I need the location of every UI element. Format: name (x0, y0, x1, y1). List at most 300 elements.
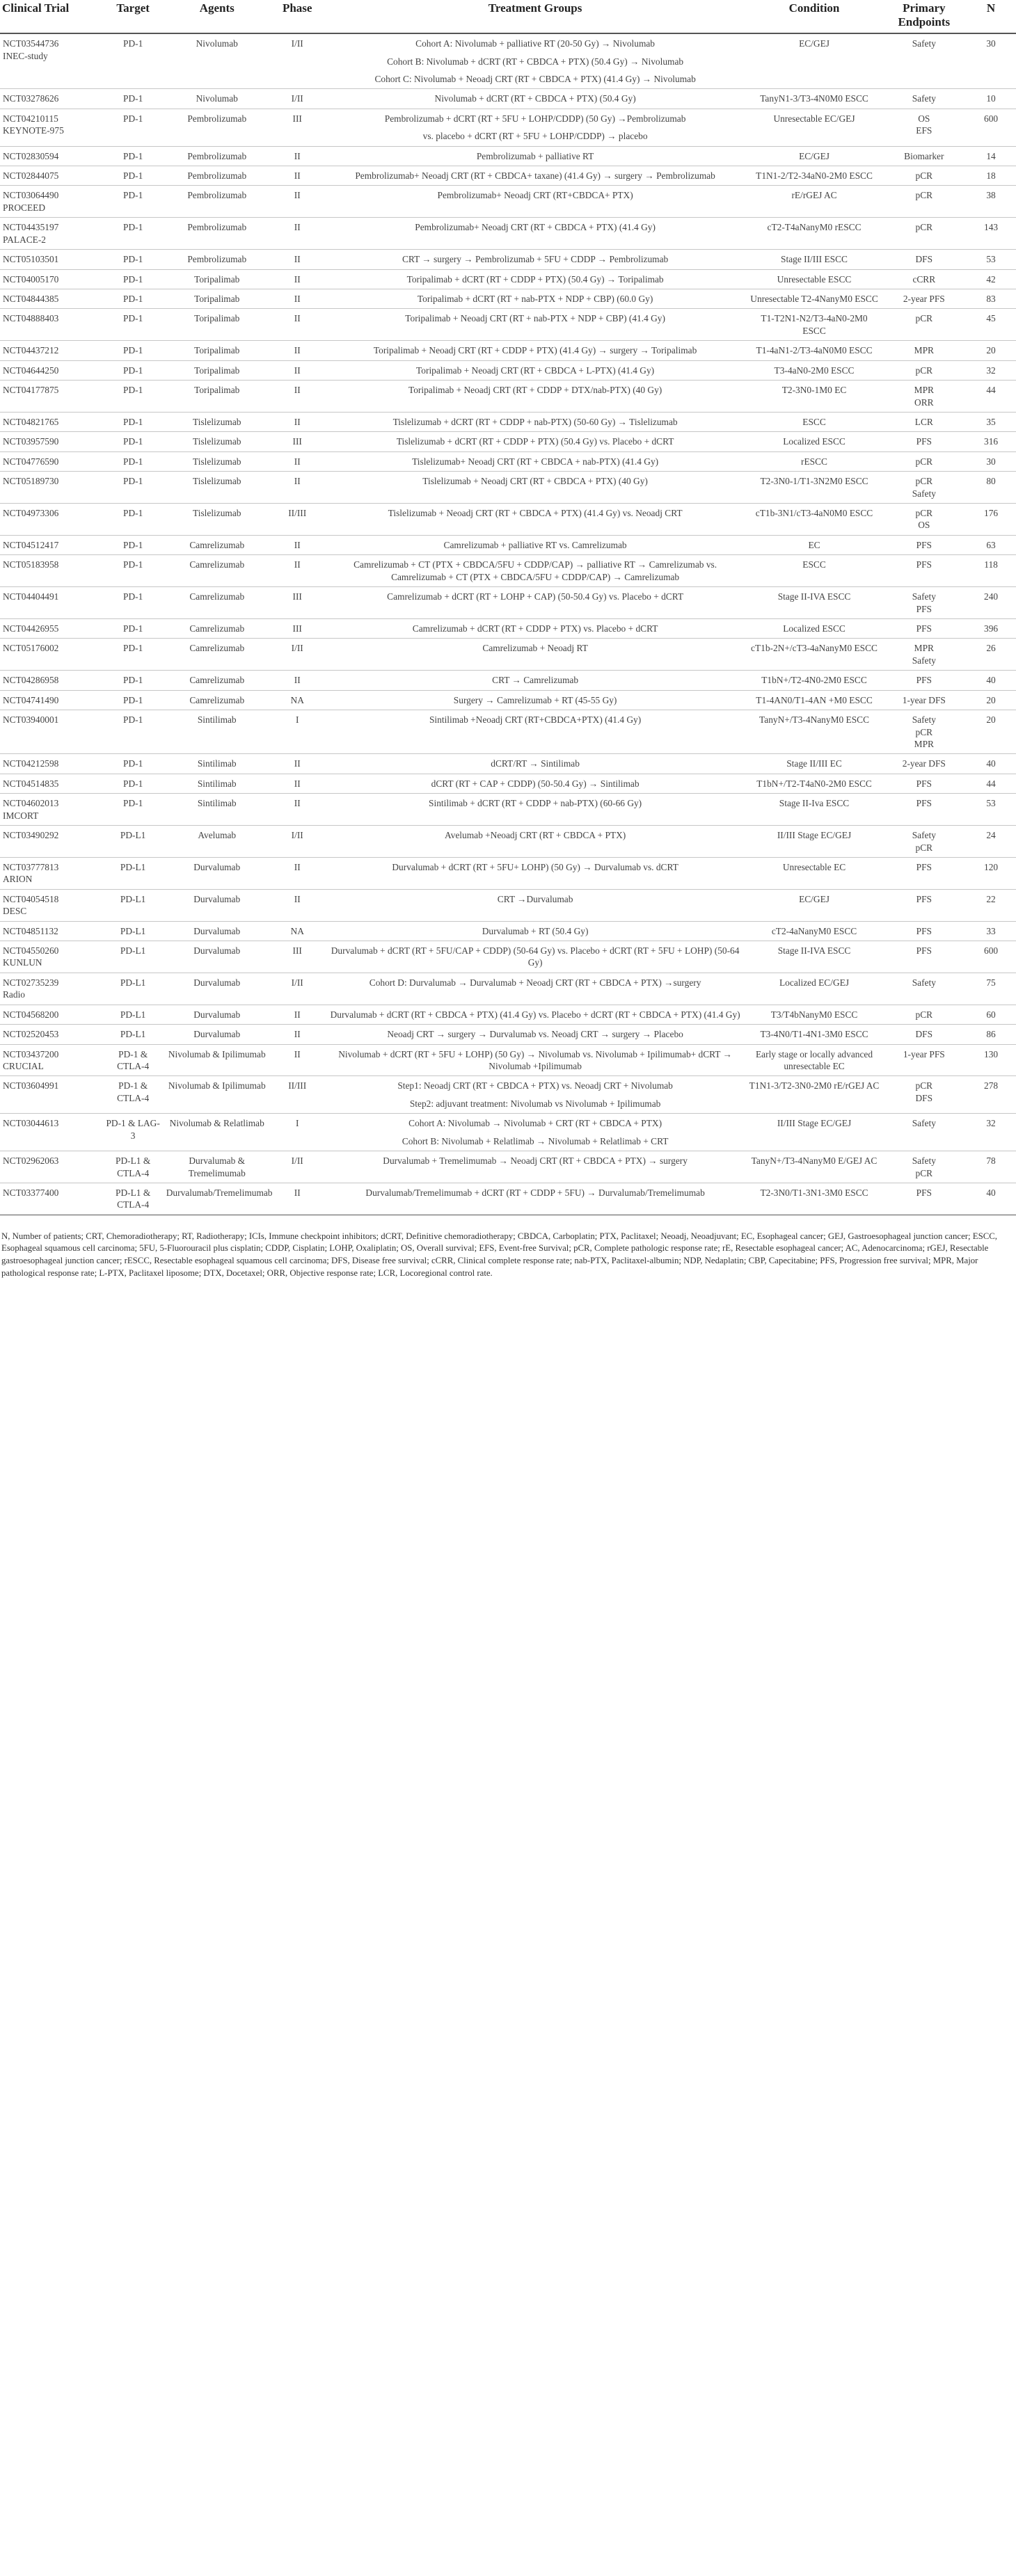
treatment-groups-cell (324, 671, 747, 690)
agents-cell: Camrelizumab (164, 619, 271, 639)
primary-endpoints-cell (882, 89, 967, 109)
patients-n-cell: 600 (966, 941, 1016, 973)
target-cell: PD-1 (103, 619, 164, 639)
treatment-groups-cell (324, 1183, 747, 1215)
table-row (0, 166, 1016, 186)
patients-n-cell: 20 (966, 341, 1016, 360)
table-row (0, 1114, 1016, 1151)
phase-cell: I (271, 1114, 324, 1151)
paragraph-gap (327, 50, 744, 56)
table-row (0, 774, 1016, 793)
primary-endpoints-cell (882, 754, 967, 774)
condition-cell: T2-3N0/T1-3N1-3M0 ESCC (747, 1183, 882, 1215)
trial-id-cell (0, 690, 103, 710)
phase-cell: III (271, 109, 324, 146)
treatment-group: vs. placebo + dCRT (RT + 5FU + LOHP/CDDP) → placebo (422, 131, 648, 142)
primary-endpoints-cell (882, 1151, 967, 1183)
target-cell: PD-1 & LAG-3 (103, 1114, 164, 1151)
trial-id-cell (0, 1183, 103, 1215)
patients-n-cell: 18 (966, 166, 1016, 186)
condition-cell: EC/GEJ (747, 146, 882, 166)
table-row (0, 1044, 1016, 1076)
treatment-groups-cell (324, 472, 747, 504)
condition-cell: EC/GEJ (747, 33, 882, 89)
table-row (0, 109, 1016, 146)
treatment-groups-cell (324, 535, 747, 554)
primary-endpoints-cell (882, 432, 967, 451)
trial-id-cell (0, 973, 103, 1005)
phase-cell: II (271, 412, 324, 431)
patients-n-cell: 40 (966, 671, 1016, 690)
condition-cell: Stage II-IVA ESCC (747, 941, 882, 973)
patients-n-cell: 44 (966, 774, 1016, 793)
table-row (0, 690, 1016, 710)
phase-cell: II (271, 754, 324, 774)
treatment-group: Toripalimab + Neoadj CRT (RT + nab-PTX + NDP + CBP) (41.4 Gy) (405, 313, 665, 324)
table-row (0, 587, 1016, 619)
trial-id: NCT04005170 (3, 273, 59, 285)
treatment-groups-cell (324, 1005, 747, 1024)
target-cell: PD-1 (103, 381, 164, 413)
treatment-groups-cell (324, 754, 747, 774)
trial-id: NCT04550260 (3, 945, 59, 957)
patients-n-cell: 130 (966, 1044, 1016, 1076)
agents-cell: Durvalumab (164, 1005, 271, 1024)
patients-n-cell: 10 (966, 89, 1016, 109)
endpoint: Safety (912, 655, 936, 666)
condition-cell: EC/GEJ (747, 889, 882, 921)
treatment-groups-cell (324, 639, 747, 671)
trial-id-cell (0, 289, 103, 309)
trial-id-cell (0, 710, 103, 754)
table-row (0, 794, 1016, 826)
primary-endpoints-cell (882, 1005, 967, 1024)
table-row (0, 186, 1016, 218)
condition-cell: rESCC (747, 451, 882, 471)
patients-n-cell: 143 (966, 218, 1016, 250)
treatment-group: Toripalimab + dCRT (RT + CDDP + PTX) (50.4 Gy) → Toripalimab (406, 273, 664, 285)
patients-n-cell: 278 (966, 1076, 1016, 1114)
phase-cell: I/II (271, 826, 324, 858)
treatment-group: Toripalimab + Neoadj CRT (RT + CDDP + PTX) (41.4 Gy) → surgery → Toripalimab (373, 345, 697, 356)
agents-cell: Tislelizumab (164, 451, 271, 471)
patients-n-cell: 75 (966, 973, 1016, 1005)
treatment-group: Tislelizumab + Neoadj CRT (RT + CBDCA + PTX) (41.4 Gy) vs. Neoadj CRT (388, 508, 683, 519)
treatment-groups-cell (324, 826, 747, 858)
phase-cell: II (271, 472, 324, 504)
treatment-groups-cell (324, 1151, 747, 1183)
treatment-groups-cell (324, 186, 747, 218)
treatment-groups-cell (324, 774, 747, 793)
phase-cell: I (271, 710, 324, 754)
table-row (0, 710, 1016, 754)
phase-cell: II (271, 857, 324, 889)
patients-n-cell: 60 (966, 1005, 1016, 1024)
trial-id: NCT03377400 (3, 1187, 59, 1198)
treatment-group: CRT →Durvalumab (497, 893, 573, 904)
treatment-groups-cell (324, 250, 747, 269)
trial-id: DESC (3, 906, 27, 917)
trial-id: NCT04212598 (3, 758, 59, 769)
primary-endpoints-cell (882, 587, 967, 619)
treatment-groups-cell (324, 794, 747, 826)
agents-cell: Pembrolizumab (164, 186, 271, 218)
agents-cell: Tislelizumab (164, 412, 271, 431)
condition-cell: T1-4AN0/T1-4AN +M0 ESCC (747, 690, 882, 710)
patients-n-cell: 42 (966, 269, 1016, 289)
patients-n-cell: 176 (966, 504, 1016, 536)
primary-endpoints-cell (882, 218, 967, 250)
condition-cell: cT1b-3N1/cT3-4aN0M0 ESCC (747, 504, 882, 536)
treatment-group: Tislelizumab + dCRT (RT + CDDP + PTX) (50.4 Gy) vs. Placebo + dCRT (396, 436, 674, 447)
paragraph-gap (327, 1130, 744, 1135)
treatment-group: Camrelizumab + dCRT (RT + CDDP + PTX) vs. Placebo + dCRT (412, 623, 658, 634)
endpoint: DFS (915, 1029, 933, 1040)
condition-cell: Localized ESCC (747, 619, 882, 639)
condition-cell: Unresectable ESCC (747, 269, 882, 289)
patients-n-cell: 83 (966, 289, 1016, 309)
trial-id: NCT04514835 (3, 778, 59, 789)
trial-id: KUNLUN (3, 957, 42, 968)
treatment-groups-cell (324, 289, 747, 309)
header-phase: Phase (282, 1, 312, 15)
trial-id: NCT04821765 (3, 416, 59, 427)
agents-cell: Tislelizumab (164, 432, 271, 451)
trial-id: NCT04776590 (3, 456, 59, 467)
endpoint: Safety (912, 977, 936, 988)
target-cell: PD-1 (103, 774, 164, 793)
agents-cell: Pembrolizumab (164, 166, 271, 186)
endpoint: Safety (912, 1118, 936, 1129)
phase-cell: II (271, 186, 324, 218)
endpoint: PFS (916, 603, 932, 614)
agents-cell: Camrelizumab (164, 671, 271, 690)
endpoint: pCR (915, 1080, 933, 1091)
patients-n-cell: 316 (966, 432, 1016, 451)
table-row (0, 1076, 1016, 1114)
patients-n-cell: 22 (966, 889, 1016, 921)
endpoint: pCR (915, 456, 933, 467)
treatment-group: dCRT/RT → Sintilimab (491, 758, 580, 769)
patients-n-cell: 53 (966, 794, 1016, 826)
treatment-group: Camrelizumab + CT (PTX + CBDCA/5FU + CDDP/CAP) → palliative RT → Camrelizumab vs. Camrelizumab + CT (PTX + CBDCA/5FU + CDDP/CAP) → Camrelizumab (354, 559, 717, 582)
target-cell: PD-1 (103, 472, 164, 504)
patients-n-cell: 80 (966, 472, 1016, 504)
agents-cell: Durvalumab & Tremelimumab (164, 1151, 271, 1183)
condition-cell: II/III Stage EC/GEJ (747, 1114, 882, 1151)
endpoint: 2-year PFS (903, 294, 945, 304)
trial-id: NCT03940001 (3, 714, 59, 726)
target-cell: PD-L1 (103, 857, 164, 889)
target-cell: PD-1 (103, 341, 164, 360)
condition-cell: cT2-T4aNanyM0 rESCC (747, 218, 882, 250)
condition-cell: II/III Stage EC/GEJ (747, 826, 882, 858)
treatment-group: Durvalumab/Tremelimumab + dCRT (RT + CDDP + 5FU) → Durvalumab/Tremelimumab (365, 1187, 705, 1198)
patients-n-cell: 86 (966, 1025, 1016, 1044)
primary-endpoints-cell (882, 1183, 967, 1215)
table-row (0, 639, 1016, 671)
treatment-groups-cell (324, 269, 747, 289)
trial-id: NCT03278626 (3, 93, 59, 104)
patients-n-cell: 45 (966, 309, 1016, 341)
trial-id-cell (0, 33, 103, 89)
target-cell: PD-1 (103, 587, 164, 619)
patients-n-cell: 30 (966, 451, 1016, 471)
phase-cell: II (271, 218, 324, 250)
target-cell: PD-1 (103, 289, 164, 309)
table-row (0, 309, 1016, 341)
phase-cell: II (271, 555, 324, 587)
treatment-group: Pembrolizumab+ Neoadj CRT (RT+CBDCA+ PTX) (437, 190, 633, 201)
table-row (0, 1151, 1016, 1183)
table-row (0, 857, 1016, 889)
endpoint: pCR (915, 726, 933, 737)
table-row (0, 33, 1016, 89)
primary-endpoints-cell (882, 289, 967, 309)
patients-n-cell: 24 (966, 826, 1016, 858)
treatment-group: Pembrolizumab+ Neoadj CRT (RT + CBDCA+ taxane) (41.4 Gy) → surgery → Pembrolizumab (355, 170, 715, 182)
endpoint: Safety (912, 714, 936, 726)
endpoint: ORR (914, 397, 934, 408)
trial-id-cell (0, 432, 103, 451)
endpoint: PFS (916, 945, 932, 957)
trial-id: INEC-study (3, 50, 48, 61)
patients-n-cell: 35 (966, 412, 1016, 431)
primary-endpoints-cell (882, 690, 967, 710)
agents-cell: Tislelizumab (164, 472, 271, 504)
phase-cell: III (271, 432, 324, 451)
treatment-group: Camrelizumab + dCRT (RT + LOHP + CAP) (50-50.4 Gy) vs. Placebo + dCRT (387, 591, 684, 602)
trial-id-cell (0, 826, 103, 858)
treatment-group: Cohort C: Nivolumab + Neoadj CRT (RT + CBDCA + PTX) (41.4 Gy) → Nivolumab (374, 73, 696, 84)
target-cell: PD-1 (103, 146, 164, 166)
header-agents: Agents (199, 1, 235, 15)
treatment-groups-cell (324, 412, 747, 431)
target-cell: PD-L1 (103, 973, 164, 1005)
table-header (0, 0, 1016, 33)
trial-id-cell (0, 671, 103, 690)
agents-cell: Camrelizumab (164, 555, 271, 587)
endpoint: PFS (916, 436, 932, 447)
agents-cell: Durvalumab (164, 973, 271, 1005)
treatment-groups-cell (324, 973, 747, 1005)
endpoint: pCR (915, 170, 933, 182)
treatment-group: Camrelizumab + Neoadj RT (482, 643, 588, 654)
treatment-group: Durvalumab + dCRT (RT + CBDCA + PTX) (41.4 Gy) vs. Placebo + dCRT (RT + CBDCA + PTX) (41.4 Gy) (330, 1009, 740, 1020)
target-cell: PD-1 & CTLA-4 (103, 1044, 164, 1076)
endpoint: Safety (912, 93, 936, 104)
treatment-groups-cell (324, 941, 747, 973)
target-cell: PD-1 (103, 412, 164, 431)
trial-id: NCT04512417 (3, 539, 59, 550)
trial-id-cell (0, 889, 103, 921)
trial-id-cell (0, 921, 103, 941)
treatment-group: Toripalimab + Neoadj CRT (RT + CDDP + DTX/nab-PTX) (40 Gy) (408, 385, 662, 396)
condition-cell: T1N1-2/T2-34aN0-2M0 ESCC (747, 166, 882, 186)
target-cell: PD-1 (103, 109, 164, 146)
condition-cell: Unresectable EC (747, 857, 882, 889)
trial-id: NCT05183958 (3, 559, 59, 570)
table-row (0, 250, 1016, 269)
condition-cell: T1N1-3/T2-3N0-2M0 rE/rGEJ AC (747, 1076, 882, 1114)
trial-id-cell (0, 250, 103, 269)
trial-id-cell (0, 774, 103, 793)
table-row (0, 941, 1016, 973)
treatment-groups-cell (324, 360, 747, 380)
treatment-group: Surgery → Camrelizumab + RT (45-55 Gy) (453, 694, 617, 705)
agents-cell: Durvalumab (164, 889, 271, 921)
primary-endpoints-cell (882, 33, 967, 89)
primary-endpoints-cell (882, 535, 967, 554)
treatment-group: Pembrolizumab + dCRT (RT + 5FU + LOHP/CDDP) (50 Gy) →Pembrolizumab (384, 113, 686, 124)
clinical-trials-table (0, 0, 1016, 1215)
trial-id-cell (0, 360, 103, 380)
table-row (0, 269, 1016, 289)
treatment-groups-cell (324, 1114, 747, 1151)
treatment-group: Tislelizumab + dCRT (RT + CDDP + nab-PTX) (50-60 Gy) → Tislelizumab (392, 416, 678, 427)
condition-cell: Early stage or locally advanced unresectable EC (747, 1044, 882, 1076)
treatment-groups-cell (324, 146, 747, 166)
phase-cell: II (271, 451, 324, 471)
trial-id: NCT04888403 (3, 313, 59, 324)
condition-cell: T3/T4bNanyM0 ESCC (747, 1005, 882, 1024)
phase-cell: III (271, 619, 324, 639)
treatment-group: Toripalimab + Neoadj CRT (RT + CBDCA + L-PTX) (41.4 Gy) (416, 365, 655, 376)
primary-endpoints-cell (882, 671, 967, 690)
treatment-group: Pembrolizumab + palliative RT (476, 150, 594, 161)
endpoint: MPR (914, 345, 934, 356)
header-clinical-trial: Clinical Trial (2, 1, 70, 15)
treatment-groups-cell (324, 889, 747, 921)
phase-cell: II (271, 250, 324, 269)
trial-id: PALACE-2 (3, 234, 47, 245)
agents-cell: Durvalumab (164, 941, 271, 973)
agents-cell: Tislelizumab (164, 504, 271, 536)
trial-id: NCT04437212 (3, 345, 59, 356)
endpoint: MPR (914, 643, 934, 654)
table-row (0, 1183, 1016, 1215)
treatment-group: Neoadj CRT → surgery → Durvalumab vs. Neoadj CRT → surgery → Placebo (387, 1029, 683, 1040)
primary-endpoints-cell (882, 186, 967, 218)
patients-n-cell: 40 (966, 1183, 1016, 1215)
agents-cell: Pembrolizumab (164, 218, 271, 250)
agents-cell: Toripalimab (164, 269, 271, 289)
header-n: N (986, 1, 996, 15)
trial-id: PROCEED (3, 202, 46, 213)
trial-id: NCT04177875 (3, 385, 59, 396)
endpoint: Biomarker (904, 150, 944, 161)
endpoint: PFS (916, 893, 932, 904)
treatment-group: Durvalumab + dCRT (RT + 5FU/CAP + CDDP) (50-64 Gy) vs. Placebo + dCRT (RT + 5FU + LOHP) (50-64 Gy) (331, 945, 740, 968)
table-row (0, 1005, 1016, 1024)
phase-cell: II/III (271, 504, 324, 536)
treatment-groups-cell (324, 33, 747, 89)
primary-endpoints-cell (882, 381, 967, 413)
patients-n-cell: 30 (966, 33, 1016, 89)
target-cell: PD-1 (103, 639, 164, 671)
trial-id-cell (0, 1005, 103, 1024)
agents-cell: Sintilimab (164, 794, 271, 826)
endpoint: PFS (916, 559, 932, 570)
condition-cell: TanyN1-3/T3-4N0M0 ESCC (747, 89, 882, 109)
patients-n-cell: 33 (966, 921, 1016, 941)
table-row (0, 472, 1016, 504)
treatment-group: Nivolumab + dCRT (RT + 5FU + LOHP) (50 Gy) → Nivolumab vs. Nivolumab + Ipilimumab+ dCRT → Nivolumab +Ipilimumab (338, 1048, 732, 1071)
endpoint: PFS (916, 778, 932, 789)
agents-cell: Toripalimab (164, 341, 271, 360)
agents-cell: Sintilimab (164, 754, 271, 774)
table-row (0, 451, 1016, 471)
trial-id: NCT04286958 (3, 675, 59, 686)
primary-endpoints-cell (882, 360, 967, 380)
endpoint: pCR (915, 222, 933, 233)
endpoint: DFS (915, 1092, 933, 1103)
paragraph-gap (327, 125, 744, 130)
treatment-groups-cell (324, 619, 747, 639)
primary-endpoints-cell (882, 555, 967, 587)
condition-cell: T3-4aN0-2M0 ESCC (747, 360, 882, 380)
primary-endpoints-cell (882, 857, 967, 889)
target-cell: PD-1 (103, 504, 164, 536)
table-footnote: N, Number of patients; CRT, Chemoradiotherapy; RT, Radiotherapy; ICIs, Immune checkpoint inhibitors; dCRT, Definitive chemoradiotherapy; CBDCA, Carboplatin; PTX, Paclitaxel; Neoadj, Neoadjuvant; EC, Esophageal cancer; GEJ, Gastroesophageal junction cancer; ESCC, Esophageal squamous cell carcinoma; 5FU, 5-Fluorouracil plus cisplatin; CDDP, Cisplatin; LOHP, Oxaliplatin; OS, Overall survival; EFS, Event-free Survival; pCR, Complete pathologic response rate; rE, Resectable esophageal cancer; AC, Adenocarcinoma; rGEJ, Resectable gastroesophageal junction cancer; rESCC, Resectable esophageal squamous cell carcinoma; DFS, Disease free survival; cCRR, Clinical complete response rate; nab-PTX, Paclitaxel-albumin; NDP, Nedaplatin; CBP, Capecitabine; PFS, Progression free survival; MPR, Major pathological response rate; L-PTX, Paclitaxel liposome; DTX, Docetaxel; ORR, Objective response rate; LCR, Locoregional control rate. (1, 1231, 997, 1278)
treatment-groups-cell (324, 381, 747, 413)
trial-id: ARION (3, 874, 33, 885)
condition-cell: TanyN+/T3-4NanyM0 E/GEJ AC (747, 1151, 882, 1183)
patients-n-cell: 53 (966, 250, 1016, 269)
trial-id-cell (0, 587, 103, 619)
table-row (0, 381, 1016, 413)
agents-cell: Durvalumab (164, 1025, 271, 1044)
table-row (0, 535, 1016, 554)
target-cell: PD-1 (103, 186, 164, 218)
endpoint: Safety (912, 1155, 936, 1167)
treatment-group: Tislelizumab+ Neoadj CRT (RT + CBDCA + nab-PTX) (41.4 Gy) (412, 456, 659, 467)
endpoint: pCR (915, 1009, 933, 1020)
trial-id: NCT03044613 (3, 1118, 59, 1129)
agents-cell: Durvalumab/Tremelimumab (164, 1183, 271, 1215)
table-row (0, 973, 1016, 1005)
primary-endpoints-cell (882, 619, 967, 639)
target-cell: PD-1 & CTLA-4 (103, 1076, 164, 1114)
patients-n-cell: 44 (966, 381, 1016, 413)
trial-id: NCT02830594 (3, 150, 59, 161)
agents-cell: Camrelizumab (164, 639, 271, 671)
trial-id: NCT04210115 (3, 113, 58, 124)
primary-endpoints-cell (882, 639, 967, 671)
endpoint: DFS (915, 254, 933, 265)
condition-cell: Unresectable T2-4NanyM0 ESCC (747, 289, 882, 309)
primary-endpoints-cell (882, 166, 967, 186)
target-cell: PD-L1 (103, 941, 164, 973)
primary-endpoints-cell (882, 941, 967, 973)
trial-id-cell (0, 535, 103, 554)
trial-id: NCT04568200 (3, 1009, 59, 1020)
header-row (0, 0, 1016, 33)
trial-id-cell (0, 794, 103, 826)
primary-endpoints-cell (882, 1025, 967, 1044)
trial-id: NCT04426955 (3, 623, 59, 634)
condition-cell: EC (747, 535, 882, 554)
endpoint: OS (918, 520, 930, 531)
treatment-groups-cell (324, 309, 747, 341)
target-cell: PD-L1 (103, 889, 164, 921)
table-row (0, 754, 1016, 774)
endpoint: LCR (914, 416, 933, 427)
endpoint: OS (918, 113, 930, 124)
trial-id: Radio (3, 989, 25, 1000)
phase-cell: II (271, 535, 324, 554)
primary-endpoints-cell (882, 309, 967, 341)
